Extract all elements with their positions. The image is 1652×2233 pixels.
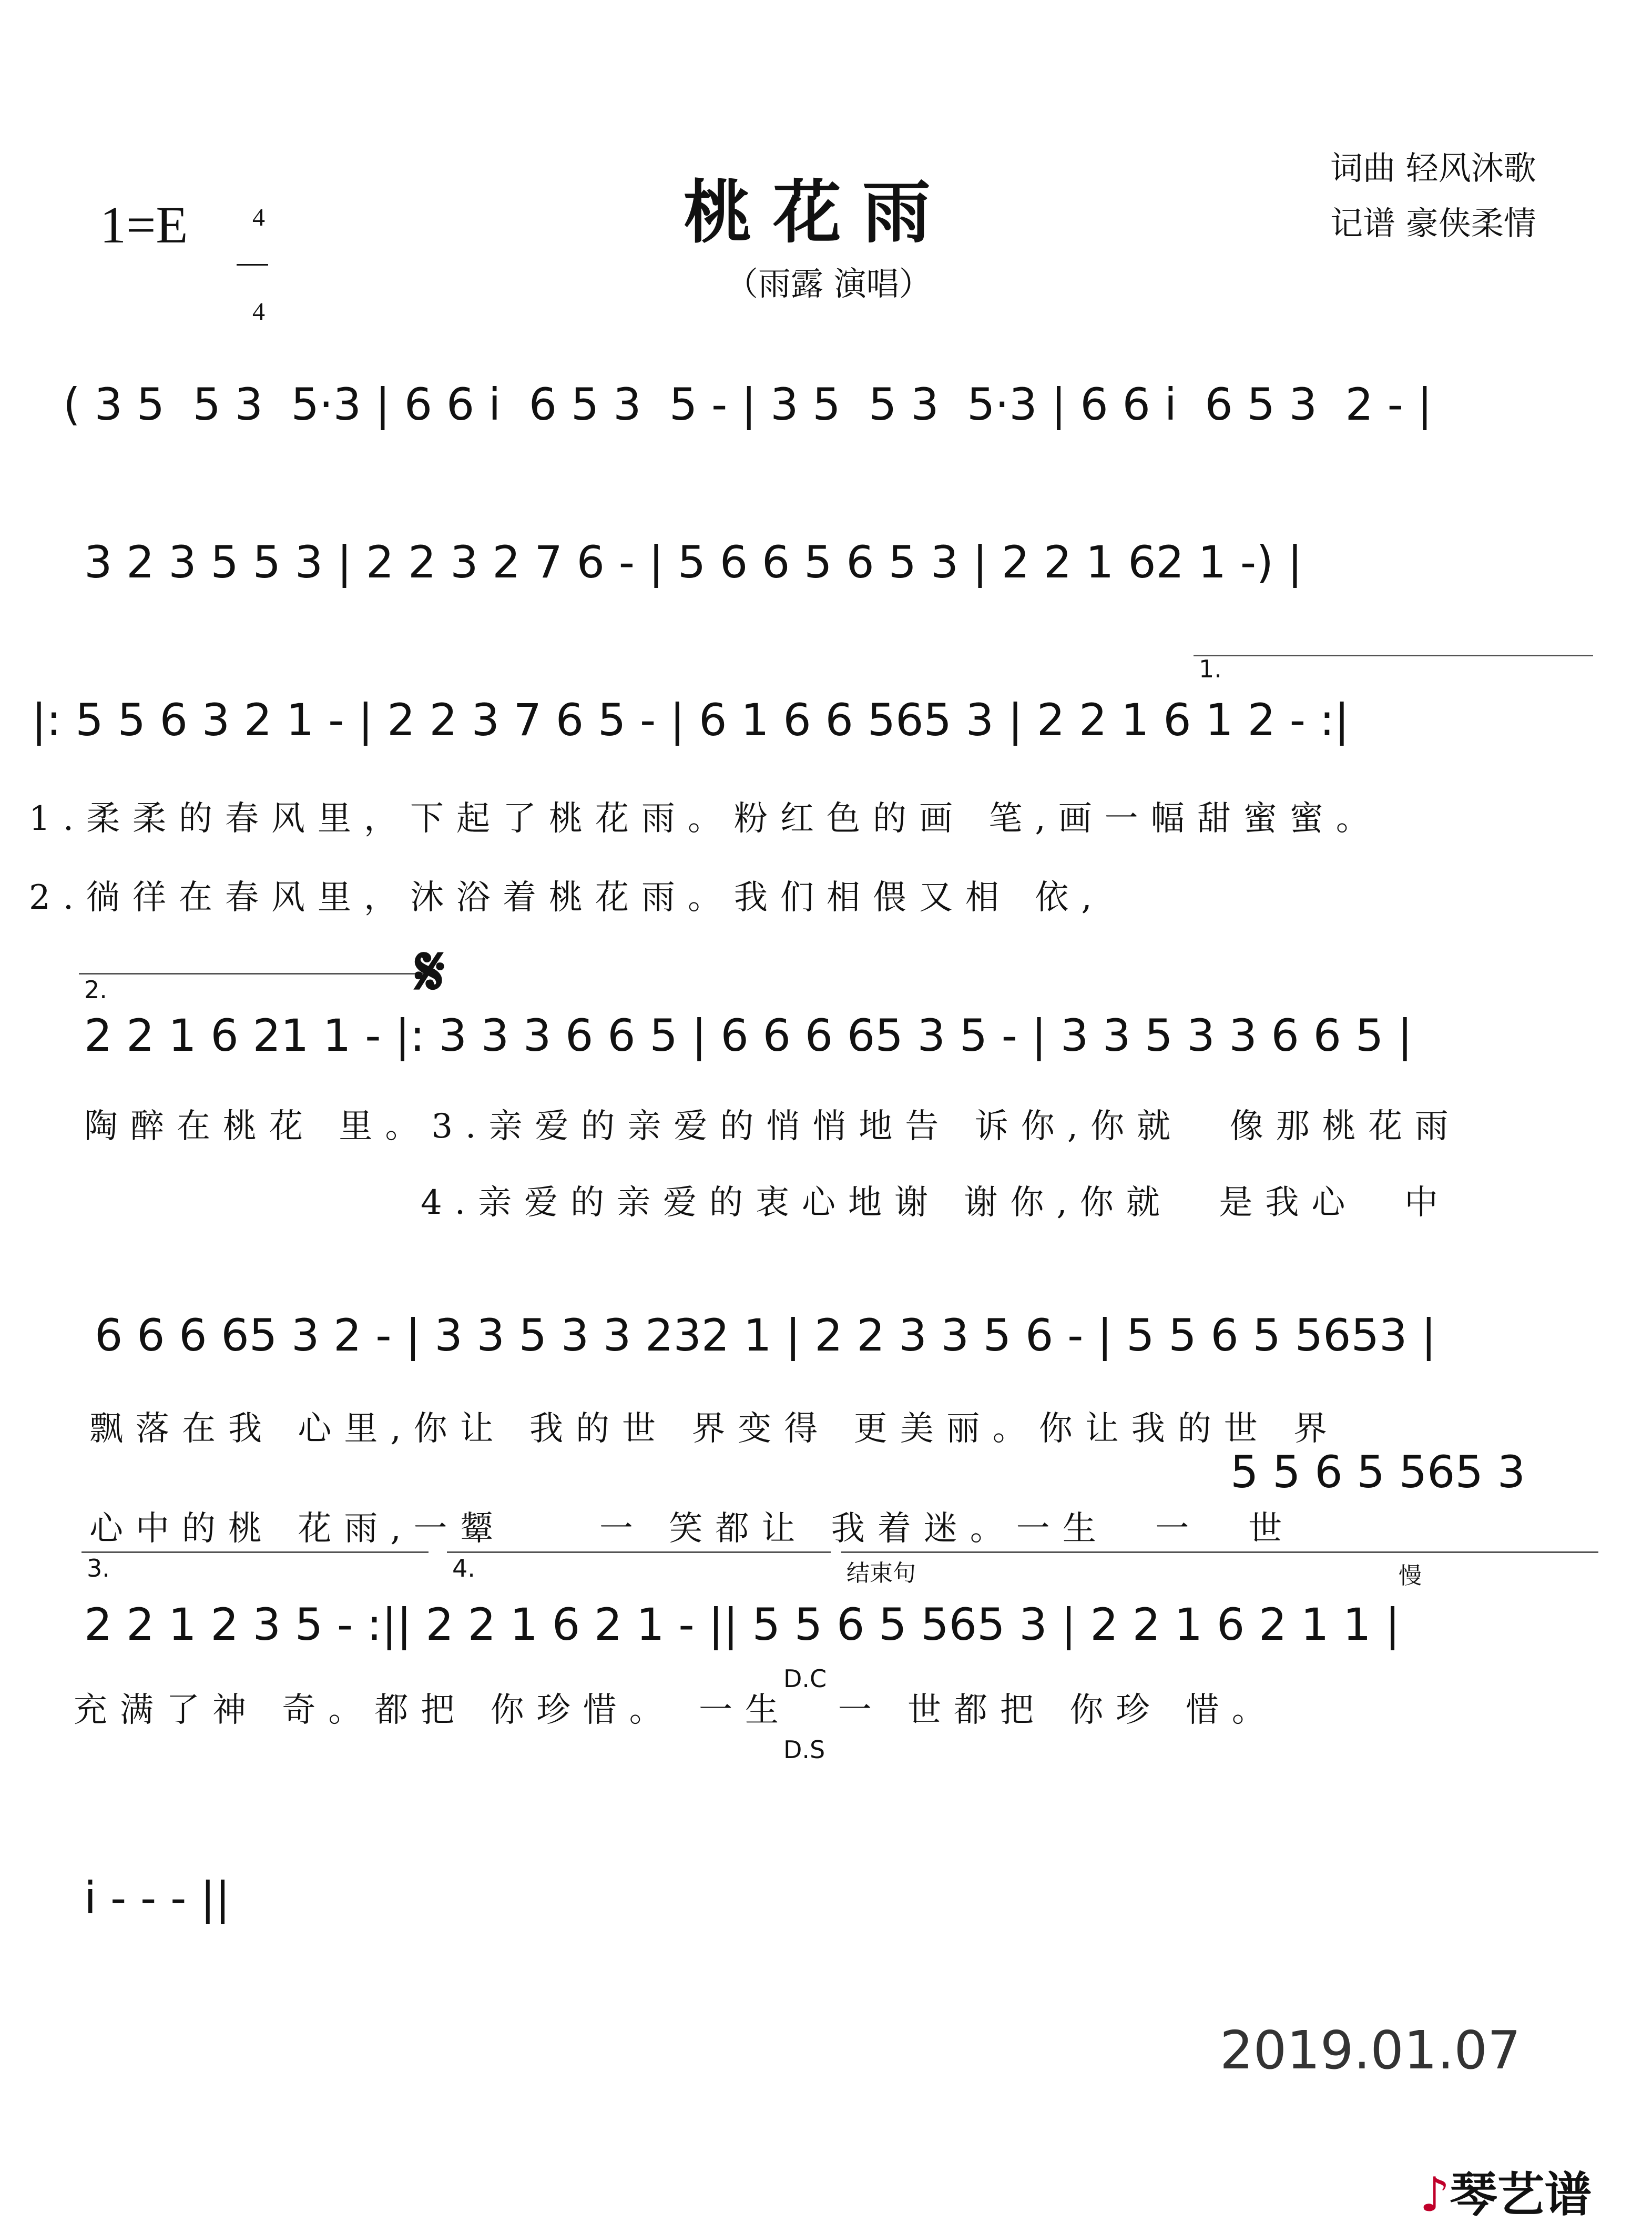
score-line-2: 3 2 3 5 5 3 | 2 2 3 2 7 6 - | 5 6 6 5 6 5 3 | 2 2 1 62 1 -) |: [84, 536, 1303, 588]
dc-mark: D.C: [783, 1664, 827, 1693]
lyric-line-5b: 心中的桃 花雨,一颦 一 笑都让 我着迷。一生 一 世: [89, 1509, 1295, 1548]
volta-2-label: 2.: [84, 976, 107, 1004]
volta-2-bracket: [79, 973, 426, 975]
tempo-slow-label: 慢: [1399, 1562, 1422, 1589]
score-line-3: |: 5 5 6 3 2 1 - | 2 2 3 7 6 5 - | 6 1 6 6 565 3 | 2 2 1 6 1 2 - :|: [32, 694, 1350, 746]
brand-logo: [1420, 2156, 1592, 2225]
volta-4-label: 4.: [452, 1554, 475, 1582]
credit-transcriber: 记谱 豪侠柔情: [1330, 204, 1536, 242]
lyric-line-5a: 飘落在我 心里,你让 我的世 界变得 更美丽。你让我的世 界: [89, 1409, 1340, 1448]
score-line-1: ( 3 5 5 3 5·3 | 6 6 i 6 5 3 5 - | 3 5 5 3 5·3 | 6 6 i 6 5 3 2 - |: [63, 379, 1432, 430]
score-line-5b: 5 5 6 5 565 3: [1230, 1446, 1526, 1498]
time-signature: [237, 174, 268, 327]
lyric-line-4b: 4.亲爱的亲爱的衷心地谢 谢你,你就 是我心 中: [421, 1183, 1451, 1222]
ds-mark: D.S: [783, 1735, 825, 1764]
time-top: 4: [252, 204, 265, 231]
time-bottom: 4: [252, 298, 265, 326]
score-line-7: i - - - ||: [84, 1872, 230, 1924]
lyric-verse-2: 2.徜徉在春风里，沐浴着桃花雨。我们相偎又相 依,: [29, 878, 1105, 917]
score-line-5: 6 6 6 65 3 2 - | 3 3 5 3 3 232 1 | 2 2 3 3 5 6 - | 5 5 6 5 5653 |: [95, 1310, 1436, 1361]
score-line-4: 2 2 1 6 21 1 - |: 3 3 3 6 6 5 | 6 6 6 65 3 5 - | 3 3 5 3 3 6 6 5 |: [84, 1010, 1413, 1061]
volta-3-bracket: [81, 1551, 429, 1554]
ending-bracket: [841, 1551, 1598, 1554]
volta-1-label: 1.: [1199, 655, 1222, 683]
time-divider: [237, 264, 268, 266]
lyric-line-4a: 陶醉在桃花 里。3.亲爱的亲爱的悄悄地告 诉你,你就 像那桃花雨: [84, 1107, 1461, 1146]
performer: （雨露 演唱）: [726, 265, 932, 303]
key-signature: 1=E: [100, 196, 188, 254]
volta-4-bracket: [447, 1551, 831, 1554]
lyric-verse-1: 1.柔柔的春风里，下起了桃花雨。粉红色的画 笔,画一幅甜蜜蜜。: [29, 799, 1382, 838]
volta-1-bracket: [1194, 655, 1593, 657]
volta-3-label: 3.: [87, 1554, 110, 1582]
logo-text: 琴艺谱: [1450, 2167, 1592, 2222]
ending-phrase-label: 结束句: [847, 1560, 916, 1587]
date-stamp: 2019.01.07: [1220, 2019, 1521, 2081]
lyric-line-6: 充满了神 奇。都把 你珍惜。 一生 一 世都把 你珍 惜。: [74, 1691, 1278, 1730]
credit-lyrics-music: 词曲 轻风沐歌: [1330, 149, 1536, 187]
logo-mark-icon: ♪: [1420, 2167, 1450, 2222]
score-line-6: 2 2 1 2 3 5 - :|| 2 2 1 6 2 1 - || 5 5 6 5 565 3 | 2 2 1 6 2 1 1 |: [84, 1599, 1400, 1650]
song-title: 桃花雨: [684, 172, 952, 252]
segno-icon: 𝄋: [415, 931, 445, 1011]
